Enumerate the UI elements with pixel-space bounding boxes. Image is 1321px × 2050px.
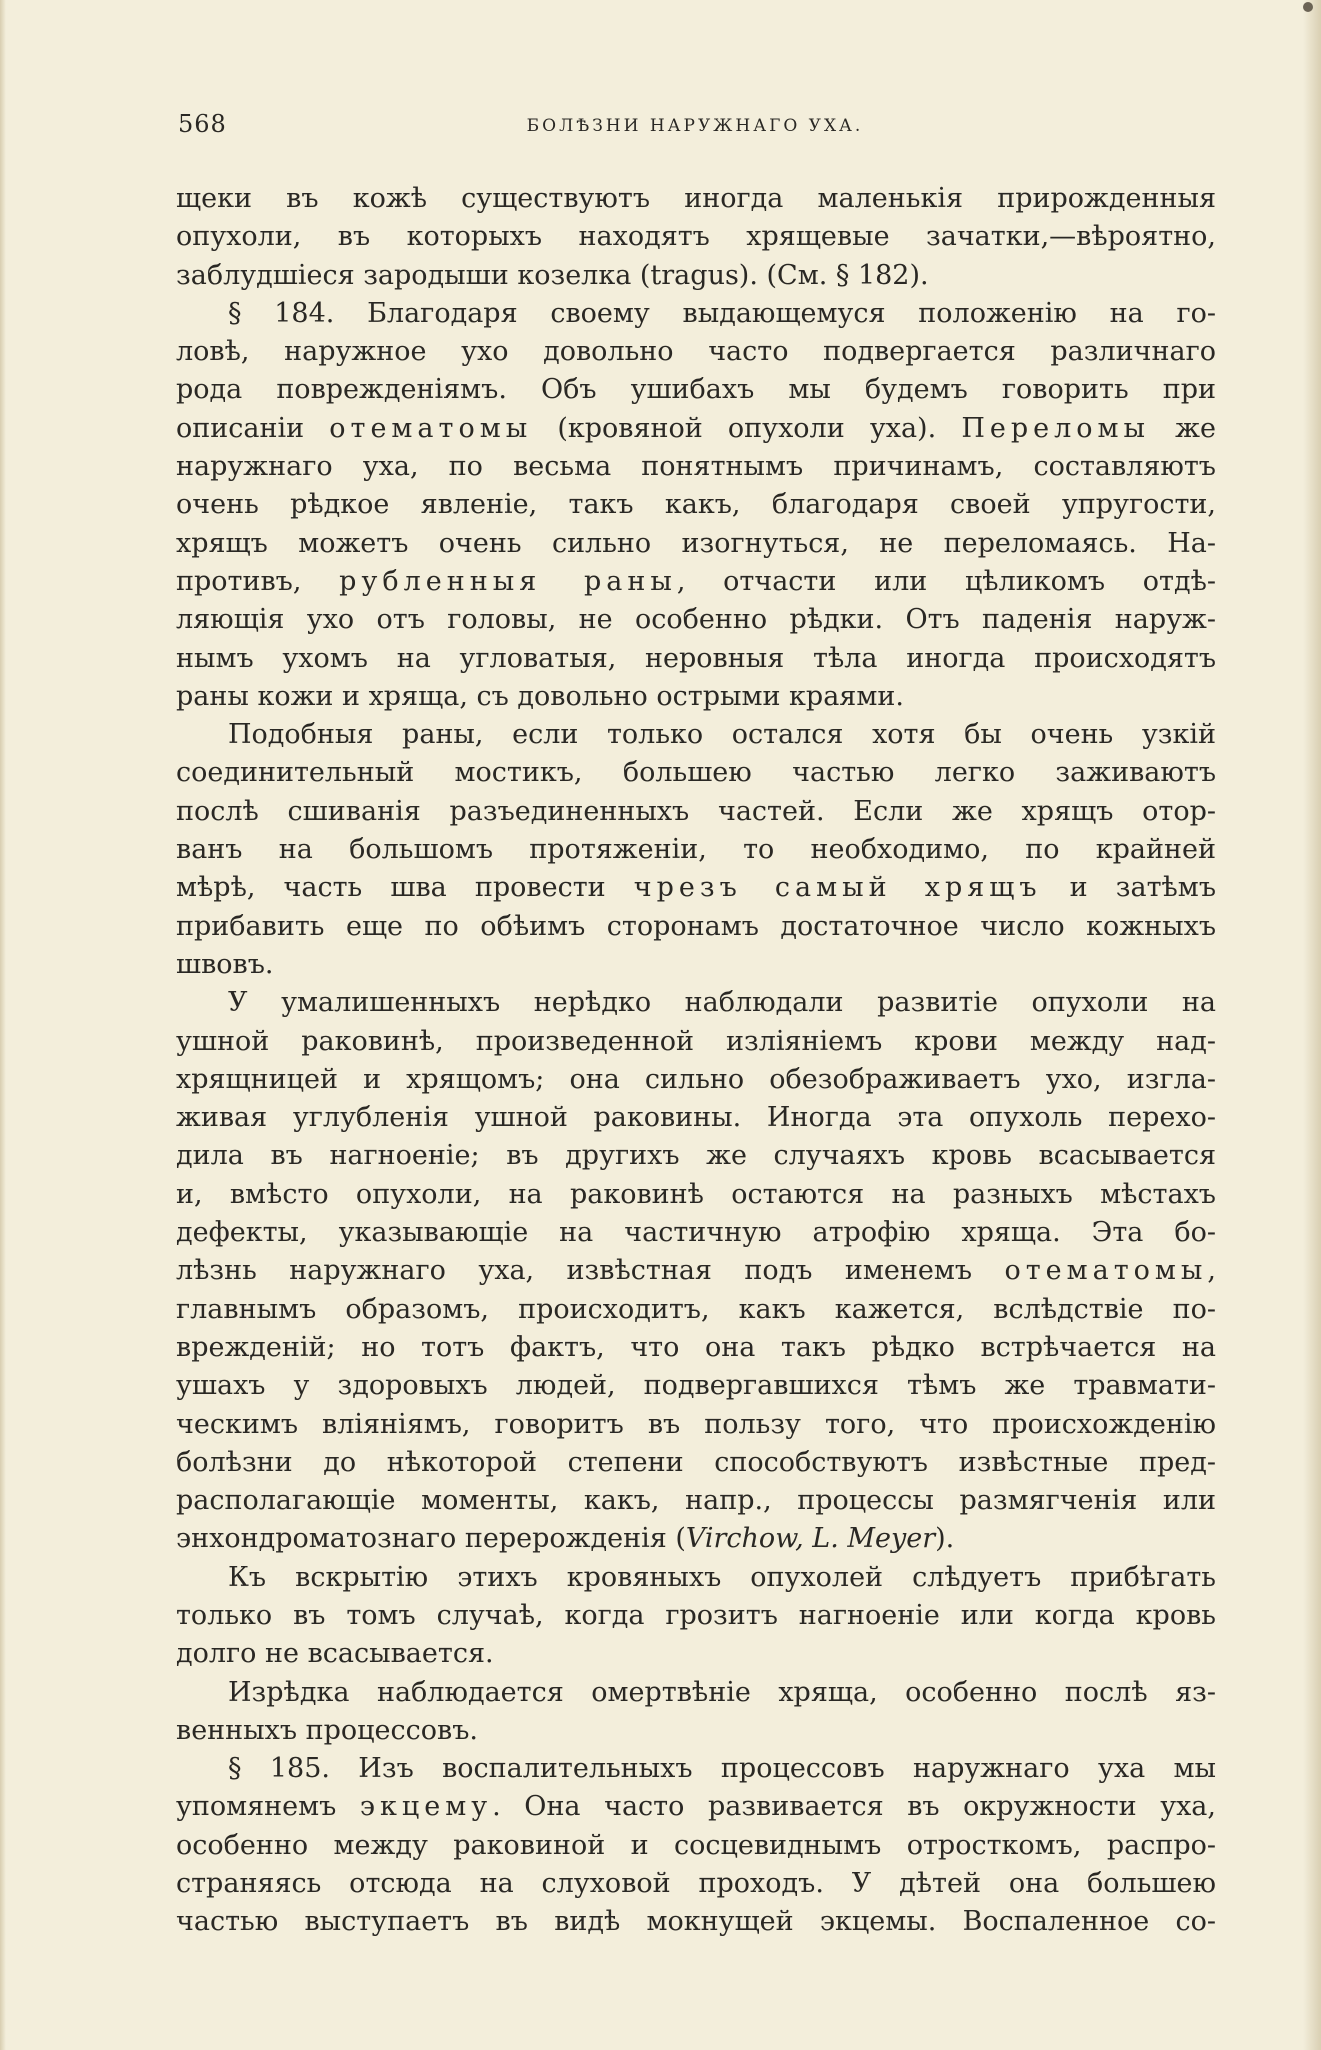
text-line: венныхъ процессовъ. xyxy=(176,1714,478,1746)
text-line: соединительный мостикъ, большею частью легко заживаютъ xyxy=(176,757,1216,789)
text-line: раны кожи и хряща, съ довольно острыми краями. xyxy=(176,680,904,712)
text-line: главнымъ образомъ, происходитъ, какъ кажется, вслѣдствіе по- xyxy=(176,1293,1216,1325)
page-edge-left xyxy=(0,0,6,2050)
text-line: хрящницей и хрящомъ; она сильно обезображиваетъ ухо, изгла- xyxy=(176,1063,1216,1095)
text-line: живая углубленія ушной раковины. Иногда эта опухоль перехо- xyxy=(176,1102,1216,1134)
page-number: 568 xyxy=(178,110,227,138)
text-line: дила въ нагноеніе; въ другихъ же случаяхъ кровь всасывается xyxy=(176,1140,1216,1172)
text-line: болѣзни до нѣкоторой степени способствуютъ извѣстные пред- xyxy=(176,1446,1216,1478)
text-line: лѣзнь наружнаго уха, извѣстная подъ именемъ отематомы, xyxy=(176,1255,1216,1287)
text-line: У умалишенныхъ нерѣдко наблюдали развитіе опухоли на xyxy=(228,987,1216,1019)
text-line: ческимъ вліяніямъ, говоритъ въ пользу того, что происхожденію xyxy=(176,1408,1216,1440)
text-line: прибавить еще по обѣимъ сторонамъ достаточное число кожныхъ xyxy=(176,910,1216,942)
text-line: упомянемъ экцему. Она часто развивается въ окружности уха, xyxy=(176,1791,1216,1823)
page-header xyxy=(174,104,1216,144)
page-edge-right xyxy=(1303,0,1321,2050)
text-line: ушной раковинѣ, произведенной изліяніемъ крови между над- xyxy=(176,1025,1216,1057)
text-line: § 185. Изъ воспалительныхъ процессовъ наружнаго уха мы xyxy=(228,1753,1216,1785)
text-line: щеки въ кожѣ существуютъ иногда маленькія прирожденныя xyxy=(176,183,1216,214)
text-line: нымъ ухомъ на угловатыя, неровныя тѣла иногда происходятъ xyxy=(176,642,1216,674)
text-line: противъ, рубленныя раны, отчасти или цѣликомъ отдѣ- xyxy=(176,565,1217,597)
text-line: ловѣ, наружное ухо довольно часто подвергается различнаго xyxy=(176,336,1216,368)
text-line: страняясь отсюда на слуховой проходъ. У дѣтей она большею xyxy=(176,1868,1216,1900)
text-line: описаніи отематомы (кровяной опухоли уха). Переломы же xyxy=(176,412,1216,444)
text-line: опухоли, въ которыхъ находятъ хрящевые зачатки,—вѣроятно, xyxy=(176,221,1216,253)
text-line: швовъ. xyxy=(176,948,274,980)
text-line: Къ вскрытію этихъ кровяныхъ опухолей слѣдуетъ прибѣгать xyxy=(228,1561,1216,1593)
text-line: заблудшіеся зародыши козелка (tragus). (См. § 182). xyxy=(176,259,929,291)
text-line: врежденій; но тотъ фактъ, что она такъ рѣдко встрѣчается на xyxy=(176,1331,1216,1363)
text-line: энхондроматознаго перерожденія (Virchow, L. Meyer). xyxy=(176,1523,955,1555)
text-line: наружнаго уха, по весьма понятнымъ причинамъ, составляютъ xyxy=(176,451,1216,483)
text-line: только въ томъ случаѣ, когда грозитъ нагноеніе или когда кровь xyxy=(176,1599,1216,1631)
text-line: и, вмѣсто опухоли, на раковинѣ остаются на разныхъ мѣстахъ xyxy=(176,1178,1216,1210)
corner-mark xyxy=(1303,2,1313,12)
text-line: располагающіе моменты, какъ, напр., процессы размягченія или xyxy=(176,1485,1216,1517)
text-line: Подобныя раны, если только остался хотя бы очень узкій xyxy=(228,719,1216,751)
text-line: очень рѣдкое явленіе, такъ какъ, благодаря своей упругости, xyxy=(176,489,1216,521)
text-line: Изрѣдка наблюдается омертвѣніе хряща, особенно послѣ яз- xyxy=(228,1676,1216,1708)
text-line: рода поврежденіямъ. Объ ушибахъ мы будемъ говорить при xyxy=(176,374,1216,406)
text-line: дефекты, указывающіе на частичную атрофію хряща. Эта бо- xyxy=(176,1217,1216,1249)
text-line: особенно между раковиной и сосцевиднымъ отросткомъ, распро- xyxy=(176,1829,1216,1861)
text-line: мѣрѣ, часть шва провести чрезъ самый хрящъ и затѣмъ xyxy=(176,872,1216,904)
text-line: ляющія ухо отъ головы, не особенно рѣдки. Отъ паденія наруж- xyxy=(176,604,1216,636)
text-line: § 184. Благодаря своему выдающемуся положенію на го- xyxy=(228,297,1216,329)
body-text xyxy=(176,180,1216,1942)
text-line: частью выступаетъ въ видѣ мокнущей экцемы. Воспаленное со- xyxy=(176,1906,1216,1938)
text-line: долго не всасывается. xyxy=(176,1638,494,1670)
text-line: ванъ на большомъ протяженіи, то необходимо, по крайней xyxy=(176,834,1216,866)
running-title: БОЛѢЗНИ НАРУЖНАГО УХА. xyxy=(526,116,864,136)
text-line: послѣ сшиванія разъединенныхъ частей. Если же хрящъ отор- xyxy=(176,795,1216,827)
text-line: ушахъ у здоровыхъ людей, подвергавшихся тѣмъ же травмати- xyxy=(176,1370,1216,1402)
text-line: хрящъ можетъ очень сильно изогнуться, не переломаясь. На- xyxy=(176,527,1216,559)
